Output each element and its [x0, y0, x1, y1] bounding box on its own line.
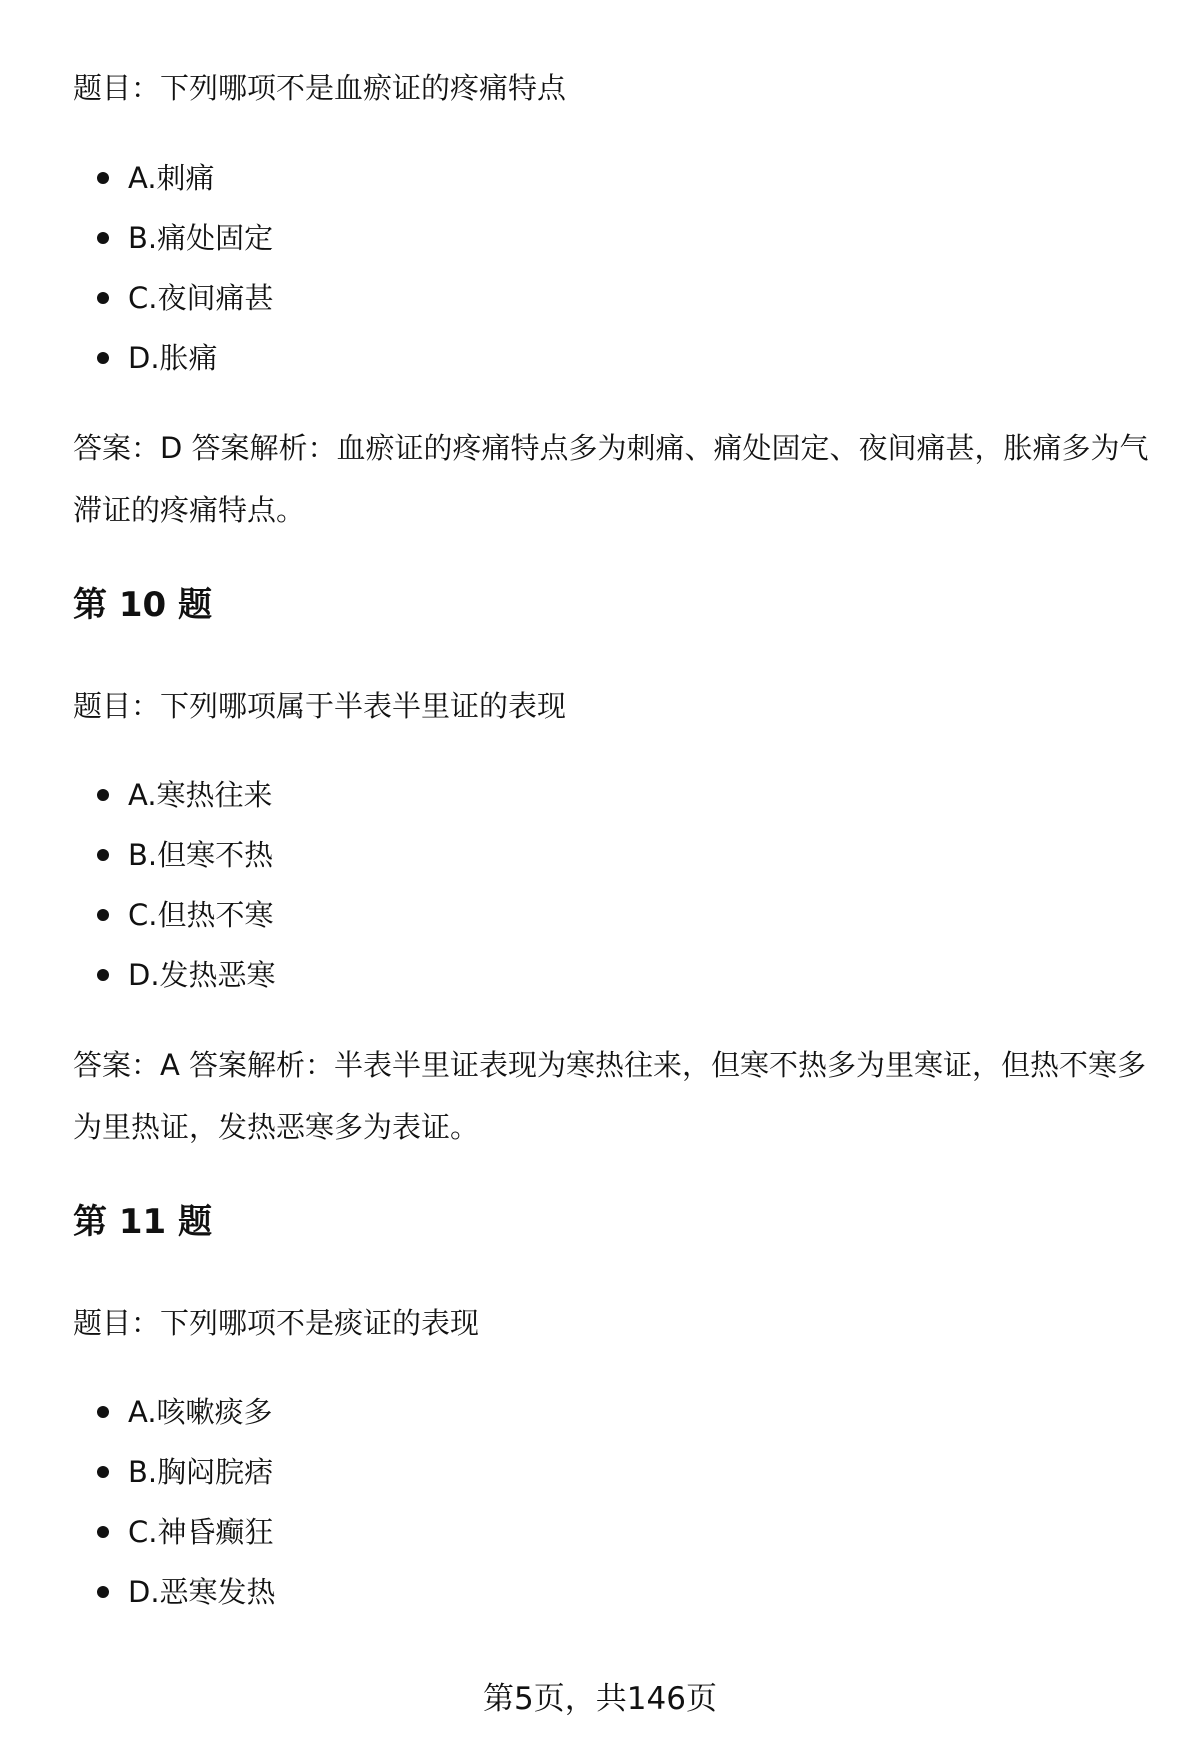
option-label: D.恶寒发热 [128, 1575, 276, 1609]
option-label: C.但热不寒 [128, 898, 274, 932]
option-label: C.神昏癫狂 [128, 1515, 274, 1549]
option-item [73, 775, 276, 835]
option-label: A.咳嗽痰多 [128, 1395, 273, 1429]
option-label: B.痛处固定 [128, 221, 274, 255]
option-item [73, 278, 273, 338]
answer-explanation: 答案：A 答案解析：半表半里证表现为寒热往来，但寒不热多为里寒证，但热不寒多为里热证，发热恶寒多为表证。 [73, 1048, 1147, 1144]
option-label: C.夜间痛甚 [128, 281, 274, 315]
option-item [73, 158, 273, 218]
question-heading: 第 11 题 [73, 1202, 212, 1242]
bullet-icon [97, 789, 109, 801]
option-label: A.刺痛 [128, 161, 215, 195]
option-item [73, 1512, 276, 1572]
option-item [73, 955, 276, 1015]
option-item [73, 1452, 276, 1512]
option-item [73, 835, 276, 895]
option-label: D.发热恶寒 [128, 958, 276, 992]
option-label: D.胀痛 [128, 341, 218, 375]
option-item [73, 1392, 276, 1452]
option-list [73, 1392, 276, 1632]
question-prompt: 题目：下列哪项不是痰证的表现 [73, 1306, 480, 1340]
bullet-icon [97, 232, 109, 244]
option-item [73, 218, 273, 278]
bullet-icon [97, 352, 109, 364]
bullet-icon [97, 1586, 109, 1598]
option-label: B.但寒不热 [128, 838, 274, 872]
option-list [73, 775, 276, 1015]
bullet-icon [97, 969, 109, 981]
question-prompt: 题目：下列哪项属于半表半里证的表现 [73, 689, 567, 723]
bullet-icon [97, 1406, 109, 1418]
option-label: B.胸闷脘痞 [128, 1455, 274, 1489]
bullet-icon [97, 1526, 109, 1538]
bullet-icon [97, 849, 109, 861]
option-label: A.寒热往来 [128, 778, 273, 812]
bullet-icon [97, 292, 109, 304]
answer-explanation: 答案：D 答案解析：血瘀证的疼痛特点多为刺痛、痛处固定、夜间痛甚，胀痛多为气滞证的疼痛特点。 [73, 431, 1149, 527]
option-item [73, 338, 273, 398]
option-list [73, 158, 273, 398]
question-prompt: 题目：下列哪项不是血瘀证的疼痛特点 [73, 71, 567, 105]
option-item [73, 895, 276, 955]
bullet-icon [97, 1466, 109, 1478]
option-item [73, 1572, 276, 1632]
page-number: 第5页，共146页 [483, 1681, 717, 1717]
bullet-icon [97, 909, 109, 921]
bullet-icon [97, 172, 109, 184]
question-heading: 第 10 题 [73, 585, 212, 625]
